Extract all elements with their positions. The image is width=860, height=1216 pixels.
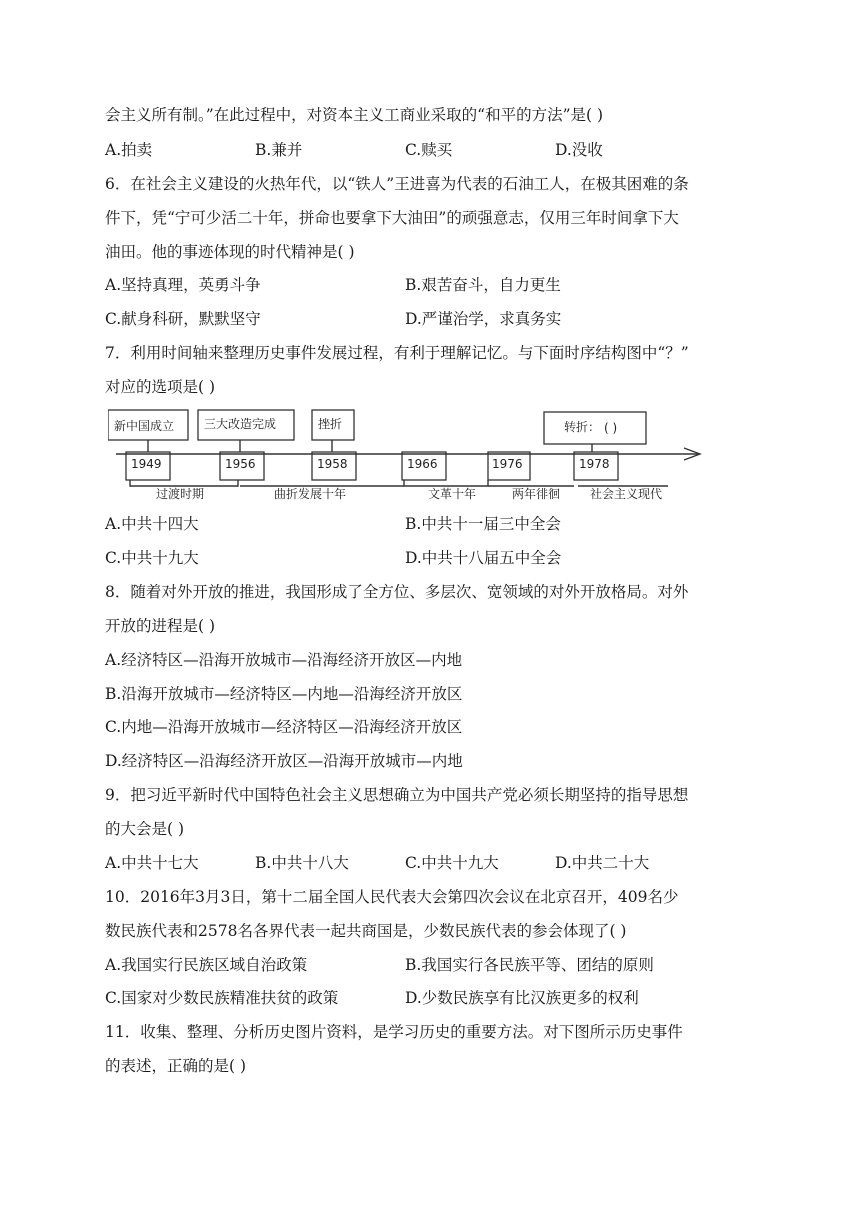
q6-option-d[interactable]: D.严谨治学，求真务实 [405,310,562,328]
q11-stem-line-2: 的表述，正确的是( ) [105,1057,247,1075]
timeline-period-bracket [130,480,238,486]
timeline-period-cultural-revolution: 文革十年 [428,487,477,501]
q10-option-a[interactable]: A.我国实行民族区域自治政策 [105,956,308,974]
q6-option-c[interactable]: C.献身科研，默默坚守 [105,310,261,328]
q6-stem-line-2: 件下，凭“宁可少活二十年，拼命也要拿下大油田”的顽强意志，仅用三年时间拿下大 [105,209,679,227]
timeline-year-1949: 1949 [131,457,162,471]
q7-stem-line-1: 7．利用时间轴来整理历史事件发展过程，有利于理解记忆。与下面时序结构图中“？” [105,344,689,362]
timeline-period-tortuous: 曲折发展十年 [274,487,347,501]
timeline-year-1956: 1956 [225,457,256,471]
q10-option-c[interactable]: C.国家对少数民族精准扶贫的政策 [105,989,339,1007]
q6-option-a[interactable]: A.坚持真理，英勇斗争 [105,276,261,294]
q7-stem-line-2: 对应的选项是( ) [105,378,216,396]
timeline-year-1958: 1958 [317,457,348,471]
q10-stem-line-1: 10．2016年3月3日，第十二届全国人民代表大会第四次会议在北京召开，409名少 [105,888,679,906]
timeline-period-modernization: 社会主义现代 [590,487,663,501]
q10-stem-line-2: 数民族代表和2578名各界代表一起共商国是，少数民族代表的参会体现了( ) [105,922,627,940]
timeline-label-setback: 挫折 [318,417,343,431]
q9-option-b[interactable]: B.中共十八大 [255,854,349,872]
q8-stem-line-2: 开放的进程是( ) [105,617,216,635]
q5-option-b[interactable]: B.兼并 [255,141,303,159]
q6-option-b[interactable]: B.艰苦奋斗，自力更生 [405,276,561,294]
timeline-answer-mark: ( ) [604,421,618,435]
q8-option-b[interactable]: B.沿海开放城市—经济特区—内地—沿海经济开放区 [105,685,463,703]
timeline-period-transition: 过渡时期 [156,487,205,501]
q9-option-a[interactable]: A.中共十七大 [105,854,199,872]
q5-option-c[interactable]: C.赎买 [405,141,453,159]
timeline-year-1978: 1978 [579,457,610,471]
timeline-year-1966: 1966 [407,457,438,471]
q8-option-c[interactable]: C.内地—沿海开放城市—经济特区—沿海经济开放区 [105,718,463,736]
q10-option-d[interactable]: D.少数民族享有比汉族更多的权利 [405,989,639,1007]
timeline-year-1976: 1976 [492,457,523,471]
timeline-label-transformation: 三大改造完成 [204,417,277,431]
q8-stem-line-1: 8．随着对外开放的推进，我国形成了全方位、多层次、宽领域的对外开放格局。对外 [105,583,689,601]
q7-option-a[interactable]: A.中共十四大 [105,515,199,533]
q7-option-d[interactable]: D.中共十八届五中全会 [405,549,562,567]
q5-stem-tail: 会主义所有制。”在此过程中，对资本主义工商业采取的“和平的方法”是( ) [105,106,604,124]
q10-option-b[interactable]: B.我国实行各民族平等、团结的原则 [405,956,654,974]
q7-option-c[interactable]: C.中共十九大 [105,549,199,567]
timeline-label-founding: 新中国成立 [114,419,175,433]
q6-stem-line-1: 6．在社会主义建设的火热年代，以“铁人”王进喜为代表的石油工人，在极其困难的条 [105,175,689,193]
timeline-period-bracket [404,480,488,486]
q9-option-c[interactable]: C.中共十九大 [405,854,499,872]
q9-option-d[interactable]: D.中共二十大 [555,854,650,872]
q8-option-a[interactable]: A.经济特区—沿海开放城市—沿海经济开放区—内地 [105,651,463,669]
timeline-diagram [108,404,708,504]
q5-option-d[interactable]: D.没收 [555,141,603,159]
q9-stem-line-2: 的大会是( ) [105,820,185,838]
q11-stem-line-1: 11．收集、整理、分析历史图片资料，是学习历史的重要方法。对下图所示历史事件 [105,1023,683,1041]
q5-option-a[interactable]: A.拍卖 [105,141,153,159]
q7-option-b[interactable]: B.中共十一届三中全会 [405,515,561,533]
q6-stem-line-3: 油田。他的事迹体现的时代精神是( ) [105,243,355,261]
q9-stem-line-1: 9．把习近平新时代中国特色社会主义思想确立为中国共产党必须长期坚持的指导思想 [105,786,689,804]
timeline-label-turning-point: 转折： [564,420,601,434]
timeline-period-hesitation: 两年徘徊 [512,487,561,501]
q8-option-d[interactable]: D.经济特区—沿海经济开放区—沿海开放城市—内地 [105,752,463,770]
